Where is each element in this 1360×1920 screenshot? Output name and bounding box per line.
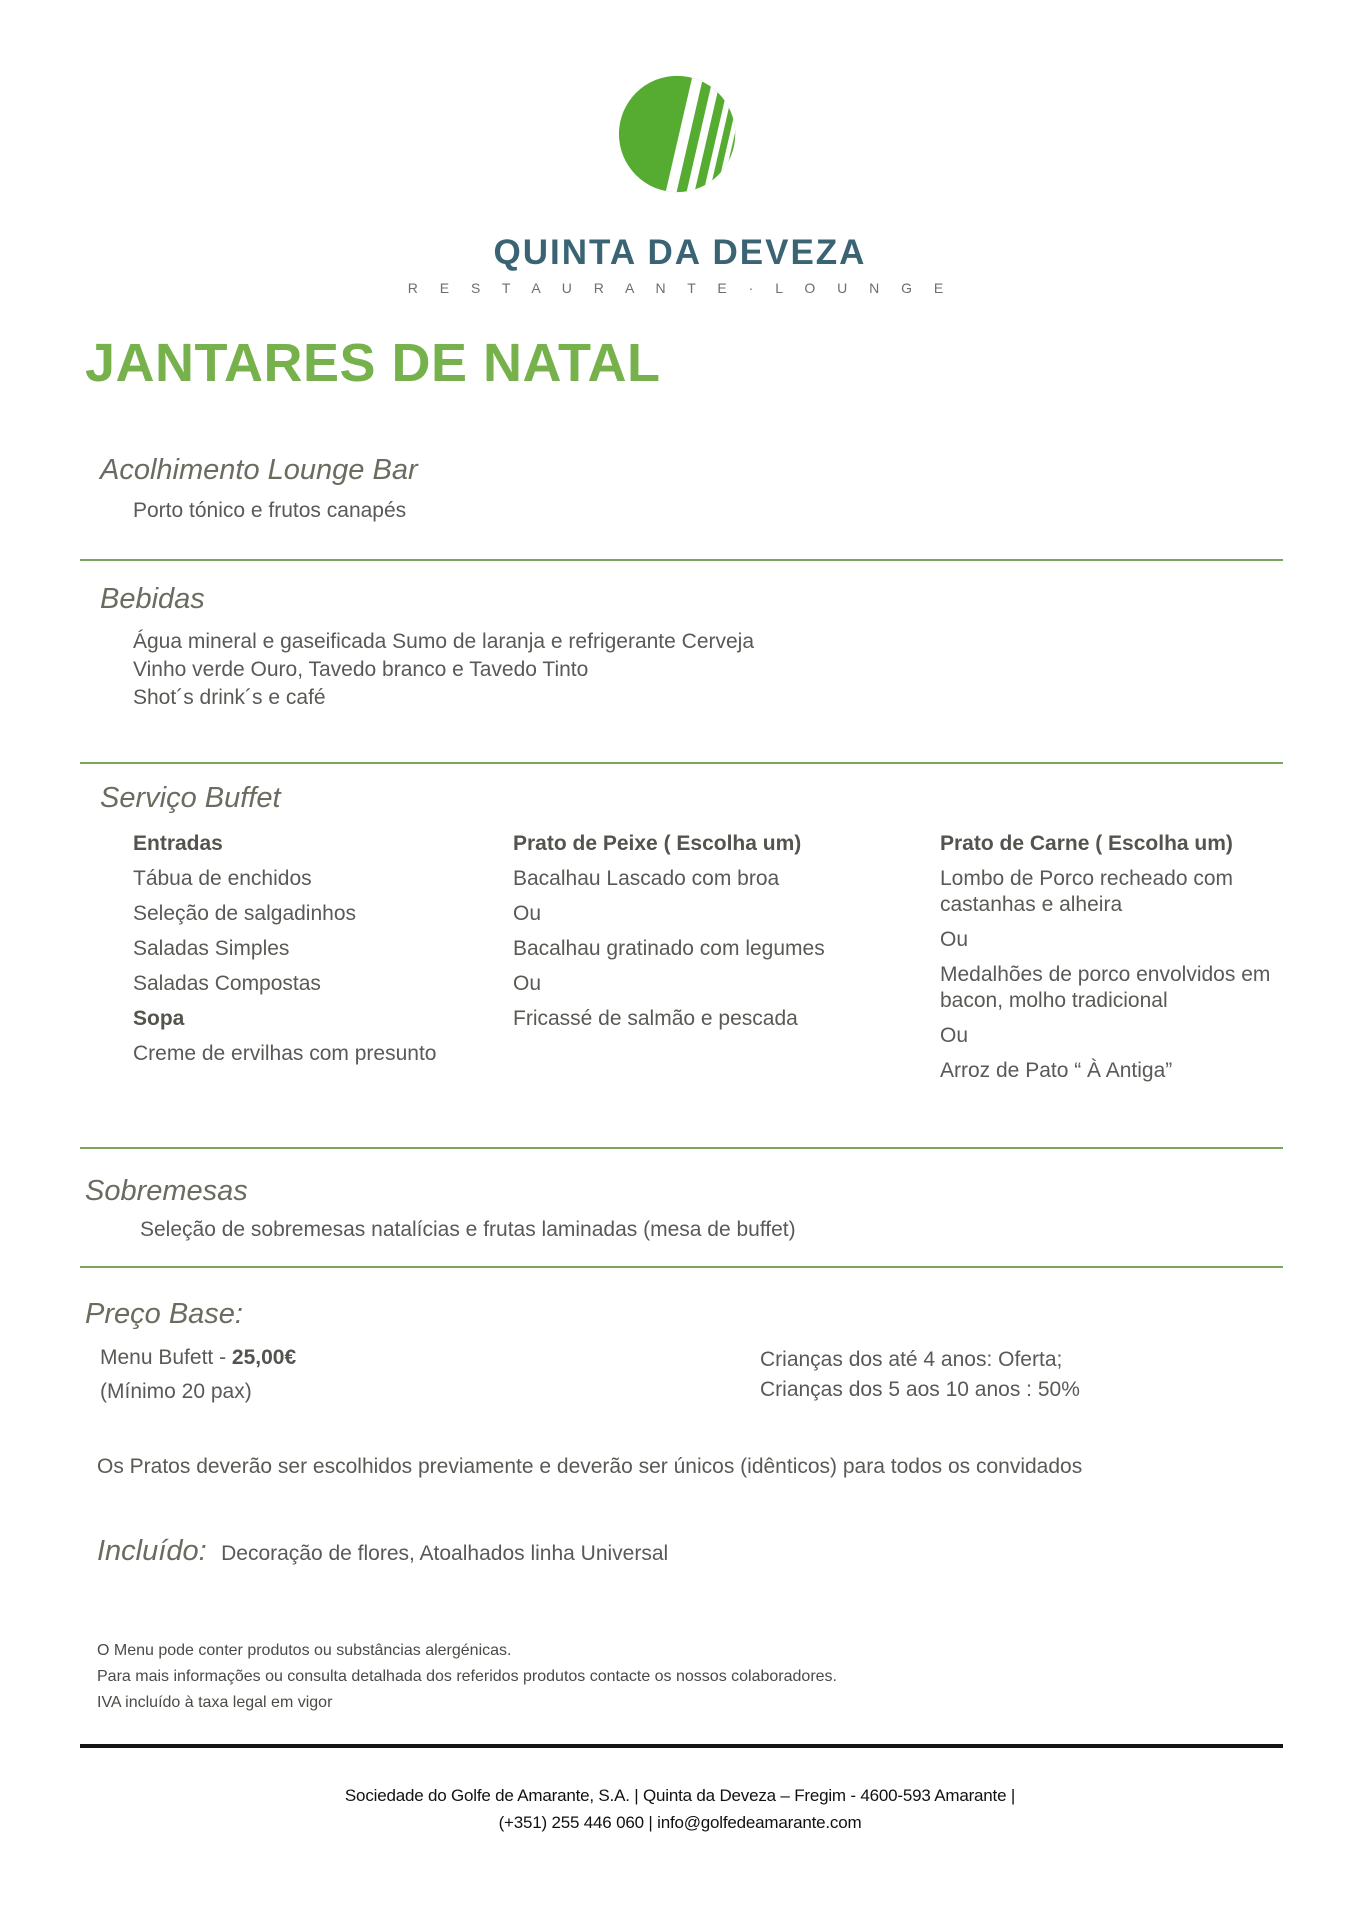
menu-item: Ou [940, 928, 969, 951]
included-row [97, 1535, 1360, 1568]
footer-rule [80, 1744, 1283, 1748]
menu-item: Saladas Compostas [133, 972, 321, 995]
menu-item: Saladas Simples [133, 937, 290, 960]
menu-price-label: Menu Bufett - [100, 1346, 232, 1369]
section-preco-base [0, 1298, 1360, 1409]
menu-item: Água mineral e gaseificada Sumo de laranja e refrigerante Cerveja [133, 630, 755, 653]
footer-contact-line: (+351) 255 446 060 | info@golfedeamarante.com [498, 1813, 862, 1832]
menu-item: Ou [513, 972, 542, 995]
section-title-acolhimento: Acolhimento Lounge Bar [100, 454, 418, 486]
section-title-bebidas: Bebidas [100, 583, 205, 615]
fine-print-line: O Menu pode conter produtos ou substâncias alergénicas. [97, 1642, 512, 1659]
menu-item: Seleção de sobremesas natalícias e frutas laminadas (mesa de buffet) [140, 1218, 796, 1241]
fine-print-line: IVA incluído à taxa legal em vigor [97, 1694, 333, 1711]
brand-subtitle: R E S T A U R A N T E · L O U N G E [407, 280, 953, 296]
footer-address-line: Sociedade do Golfe de Amarante, S.A. | Quinta da Deveza – Fregim - 4600-593 Amarante | [344, 1786, 1016, 1805]
section-title-servico-buffet: Serviço Buffet [100, 782, 281, 814]
menu-item: Medalhões de porco envolvidos em bacon, molho tradicional [940, 963, 1271, 1012]
menu-item: Tábua de enchidos [133, 867, 312, 890]
buffet-heading-peixe: Prato de Peixe ( Escolha um) [513, 832, 802, 855]
buffet-grid [133, 831, 1360, 1093]
buffet-column-peixe [513, 831, 940, 1093]
menu-item: Ou [513, 902, 542, 925]
section-divider [80, 762, 1283, 764]
menu-item: Arroz de Pato “ À Antiga” [940, 1059, 1173, 1082]
restaurant-logo-icon [617, 66, 743, 207]
section-title-sobremesas: Sobremesas [85, 1175, 248, 1207]
minimum-pax: (Mínimo 20 pax) [100, 1380, 252, 1403]
section-title-preco-base: Preço Base: [85, 1298, 243, 1330]
header [0, 0, 1360, 296]
menu-price-line [100, 1341, 660, 1375]
menu-item: Bacalhau Lascado com broa [513, 867, 780, 890]
footer [0, 1782, 1360, 1836]
brand-name: QUINTA DA DEVEZA [493, 233, 867, 272]
fine-print [97, 1638, 1360, 1716]
section-divider [80, 1147, 1283, 1149]
menu-item: Fricassé de salmão e pescada [513, 1007, 798, 1030]
section-servico-buffet [0, 782, 1360, 1093]
section-bebidas [0, 583, 1360, 712]
buffet-heading-entradas: Entradas [133, 832, 223, 855]
children-pricing-line: Crianças dos até 4 anos: Oferta; [760, 1348, 1063, 1371]
section-divider [80, 1266, 1283, 1268]
dishes-note: Os Pratos deverão ser escolhidos previamente e deverão ser únicos (idênticos) para todos os convidados [97, 1455, 1083, 1478]
buffet-column-entradas [133, 831, 513, 1093]
menu-item: Shot´s drink´s e café [133, 686, 326, 709]
menu-item: Seleção de salgadinhos [133, 902, 357, 925]
section-sobremesas [0, 1175, 1360, 1244]
buffet-heading-sopa: Sopa [133, 1007, 185, 1030]
menu-item: Creme de ervilhas com presunto [133, 1042, 437, 1065]
included-text: Decoração de flores, Atoalhados linha Universal [221, 1542, 669, 1565]
page-title: JANTARES DE NATAL [85, 333, 661, 393]
menu-item: Porto tónico e frutos canapés [133, 499, 407, 522]
menu-item: Lombo de Porco recheado com castanhas e alheira [940, 867, 1234, 916]
menu-price-value: 25,00€ [231, 1346, 297, 1369]
buffet-column-carne [940, 831, 1308, 1093]
fine-print-line: Para mais informações ou consulta detalhada dos referidos produtos contacte os nossos colaboradores. [97, 1668, 837, 1685]
children-pricing-line: Crianças dos 5 aos 10 anos : 50% [760, 1378, 1080, 1401]
buffet-heading-carne: Prato de Carne ( Escolha um) [940, 832, 1233, 855]
included-label: Incluído: [97, 1535, 207, 1567]
section-acolhimento [0, 454, 1360, 525]
menu-item: Ou [940, 1024, 969, 1047]
menu-item: Bacalhau gratinado com legumes [513, 937, 825, 960]
section-divider [80, 559, 1283, 561]
price-block [100, 1341, 660, 1409]
menu-item: Vinho verde Ouro, Tavedo branco e Tavedo Tinto [133, 658, 589, 681]
children-pricing-block [760, 1341, 1080, 1409]
